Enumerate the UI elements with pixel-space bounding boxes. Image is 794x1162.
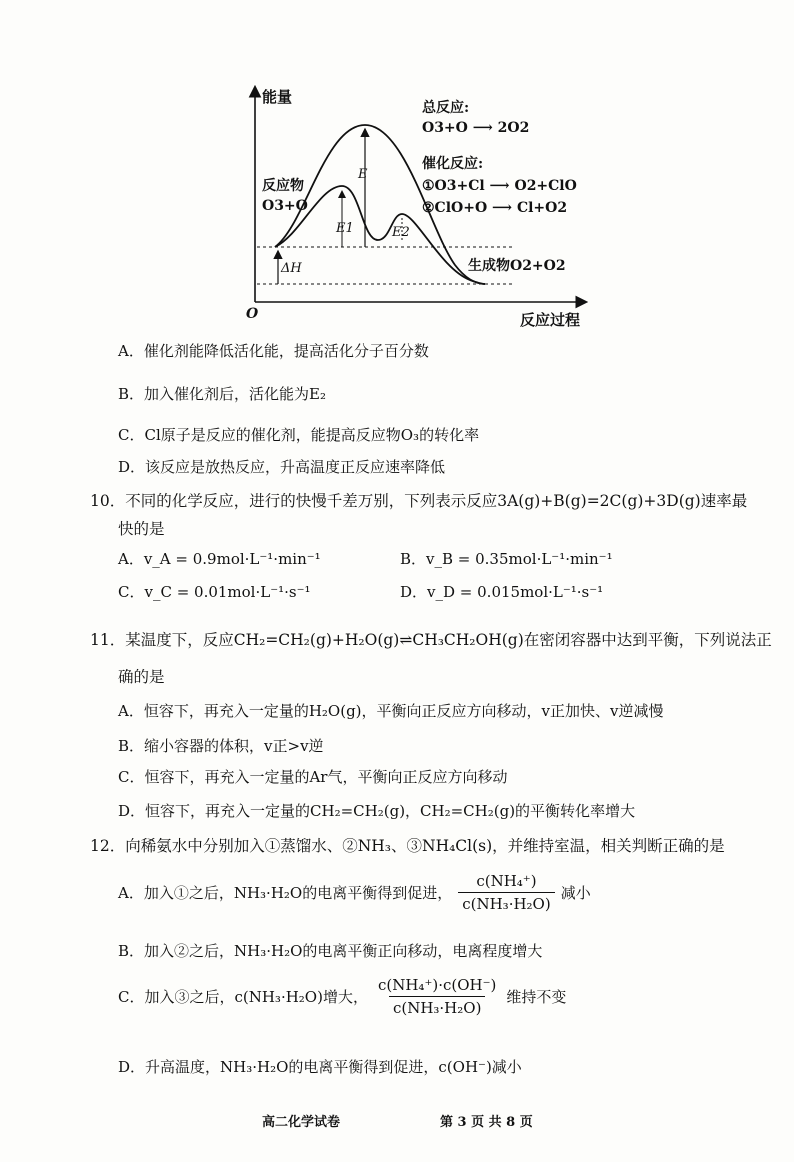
total-title: 总反应: [422,100,470,116]
q9-option-c: C．Cl原子是反应的催化剂，能提高反应物O₃的转化率 [118,426,480,444]
q11-option-a: A．恒容下，再充入一定量的H₂O(g)，平衡向正反应方向移动，v正加快、v逆减慢 [118,702,664,720]
q10-option-c: C．v_C = 0.01mol·L⁻¹·s⁻¹ [118,583,311,601]
q12-a-numerator: c(NH₄⁺) [476,872,537,890]
q12-option-a [118,872,591,913]
q10-option-b: B．v_B = 0.35mol·L⁻¹·min⁻¹ [400,550,613,568]
y-axis-label: 能量 [262,88,293,106]
dH-label: ΔH [281,261,302,276]
total-eq: O3+O ⟶ 2O2 [422,120,530,136]
E-label: E [358,167,368,182]
q10-option-a: A．v_A = 0.9mol·L⁻¹·min⁻¹ [118,550,321,568]
cat-title: 催化反应: [422,156,484,172]
q10-option-d: D．v_D = 0.015mol·L⁻¹·s⁻¹ [400,583,604,601]
cat-eq2: ②ClO+O ⟶ Cl+O2 [422,200,568,216]
q9-option-b: B．加入催化剂后，活化能为E₂ [118,385,326,403]
q12-c-denominator: c(NH₃·H₂O) [389,996,485,1017]
q10-stem-line2: 快的是 [118,520,165,538]
E2-label: E2 [392,225,410,240]
q12-c-text: C．加入③之后，c(NH₃·H₂O)增大， [118,988,368,1006]
q11-stem-line2: 确的是 [118,668,165,686]
reactants-formula: O3+O [262,198,308,214]
q11-stem-line1: 11．某温度下，反应CH₂=CH₂(g)+H₂O(g)⇌CH₃CH₂OH(g)在密闭容器中达到平衡，下列说法正 [90,631,772,649]
q12-a-text: A．加入①之后，NH₃·H₂O的电离平衡得到促进， [118,884,453,902]
cat-eq1: ①O3+Cl ⟶ O2+ClO [422,178,577,194]
E1-label: E1 [336,221,354,236]
energy-diagram [0,0,794,330]
q12-c-numerator: c(NH₄⁺)·c(OH⁻) [377,976,497,994]
q12-c-tail: 维持不变 [506,988,567,1006]
footer-title: 高二化学试卷 [262,1115,341,1130]
q12-option-d: D．升高温度，NH₃·H₂O的电离平衡得到促进，c(OH⁻)减小 [118,1058,522,1076]
reactants-label: 反应物 [262,178,304,194]
q11-option-b: B．缩小容器的体积，v正>v逆 [118,737,324,755]
q12-a-denominator: c(NH₃·H₂O) [458,892,554,913]
q9-option-a: A．催化剂能降低活化能，提高活化分子百分数 [118,342,429,360]
x-axis-label: 反应过程 [520,311,581,329]
q12-c-fraction [374,976,500,1017]
q12-option-c [118,976,566,1017]
q12-a-tail: 减小 [560,884,591,902]
q12-option-b: B．加入②之后，NH₃·H₂O的电离平衡正向移动，电离程度增大 [118,942,543,960]
products-label: 生成物O2+O2 [468,258,566,274]
q9-option-d: D．该反应是放热反应，升高温度正反应速率降低 [118,458,446,476]
q12-stem: 12．向稀氨水中分别加入①蒸馏水、②NH₃、③NH₄Cl(s)，并维持室温，相关判断正确的是 [90,837,725,855]
q11-option-c: C．恒容下，再充入一定量的Ar气，平衡向正反应方向移动 [118,768,508,786]
q11-option-d: D．恒容下，再充入一定量的CH₂=CH₂(g)，CH₂=CH₂(g)的平衡转化率增大 [118,802,636,820]
page-number: 第 3 页 共 8 页 [440,1115,533,1130]
origin-label: O [246,306,259,322]
q10-stem-line1: 10．不同的化学反应，进行的快慢千差万别，下列表示反应3A(g)+B(g)=2C(g)+3D(g)速率最 [90,492,748,510]
q12-a-fraction [458,872,554,913]
